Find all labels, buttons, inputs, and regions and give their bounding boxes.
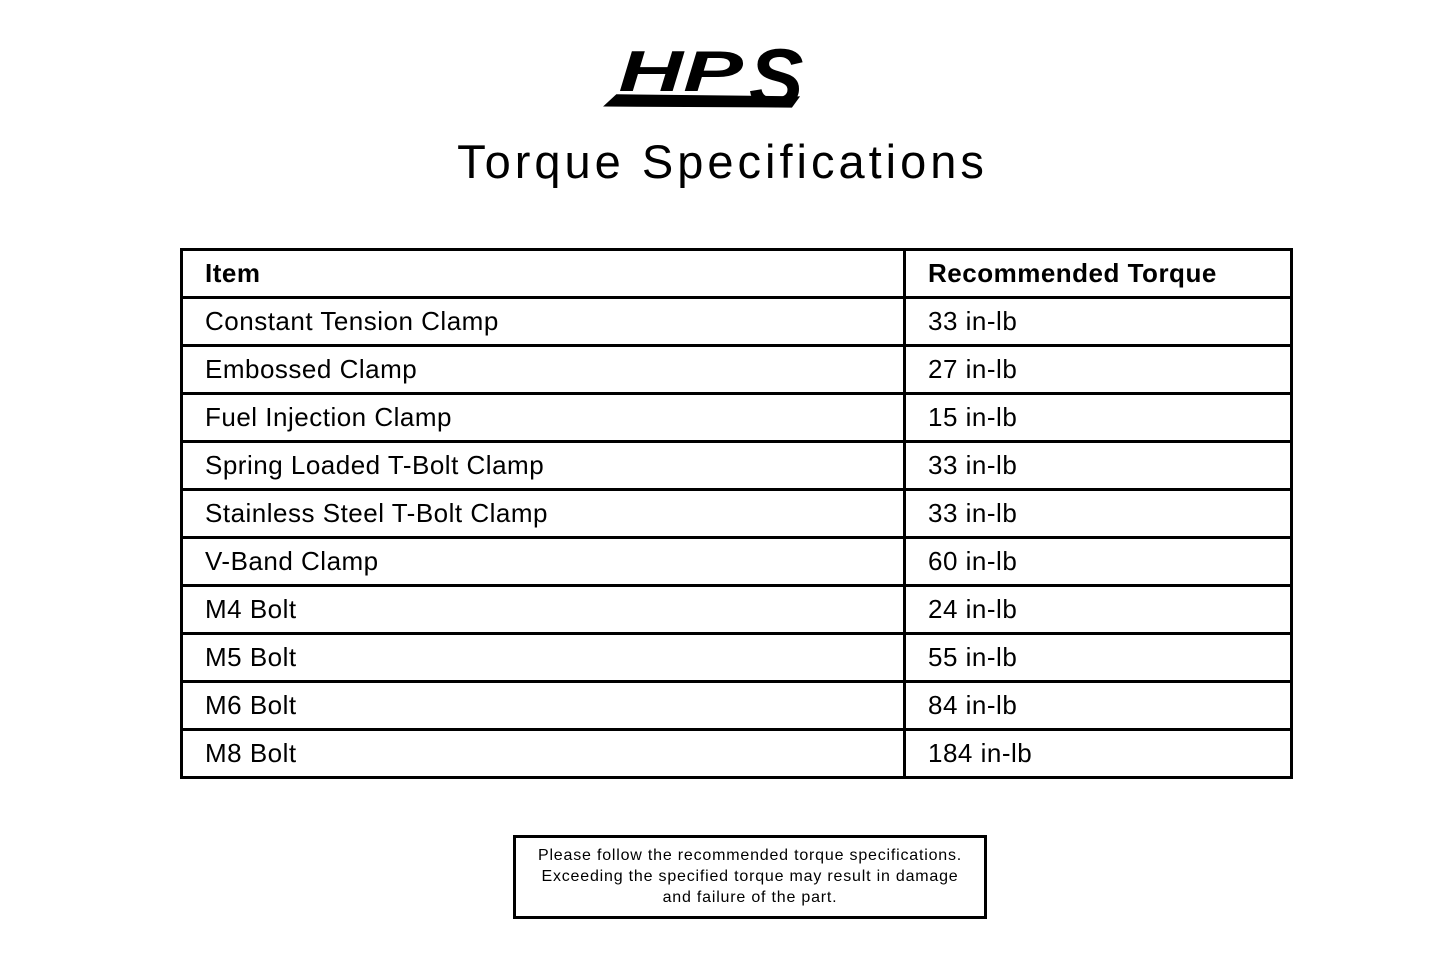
table-row [182,586,1292,634]
torque-cell: 60 in-lb [905,538,1292,586]
torque-cell: 33 in-lb [905,490,1292,538]
torque-cell: 15 in-lb [905,394,1292,442]
hps-logo [600,40,845,120]
item-cell: M4 Bolt [182,586,905,634]
item-cell: Embossed Clamp [182,346,905,394]
item-cell: M6 Bolt [182,682,905,730]
torque-cell: 84 in-lb [905,682,1292,730]
table-header-row [182,250,1292,298]
note-line: Please follow the recommended torque specifications. [537,847,963,864]
table-row [182,442,1292,490]
table-row [182,682,1292,730]
table-row [182,634,1292,682]
torque-cell: 55 in-lb [905,634,1292,682]
item-cell: M8 Bolt [182,730,905,778]
note-line: and failure of the part. [662,889,838,906]
item-cell: M5 Bolt [182,634,905,682]
item-cell: Constant Tension Clamp [182,298,905,346]
table-row [182,490,1292,538]
torque-cell: 184 in-lb [905,730,1292,778]
note-line: Exceeding the specified torque may result in damage [541,868,959,885]
table-row [182,298,1292,346]
page-title: Torque Specifications [457,135,988,188]
column-header-recommended-torque: Recommended Torque [905,250,1292,298]
table-row [182,538,1292,586]
table-row [182,346,1292,394]
table-row [182,730,1292,778]
torque-spec-table [180,248,1293,779]
torque-cell: 33 in-lb [905,298,1292,346]
torque-cell: 24 in-lb [905,586,1292,634]
hps-logo-hp: HP [618,40,745,105]
item-cell: Fuel Injection Clamp [182,394,905,442]
item-cell: Spring Loaded T-Bolt Clamp [182,442,905,490]
hps-logo-s: S [749,40,804,120]
item-cell: V-Band Clamp [182,538,905,586]
table-row [182,394,1292,442]
torque-warning-note [513,835,987,919]
column-header-item: Item [182,250,905,298]
torque-cell: 33 in-lb [905,442,1292,490]
torque-cell: 27 in-lb [905,346,1292,394]
hps-logo-graphic [600,40,845,120]
item-cell: Stainless Steel T-Bolt Clamp [182,490,905,538]
